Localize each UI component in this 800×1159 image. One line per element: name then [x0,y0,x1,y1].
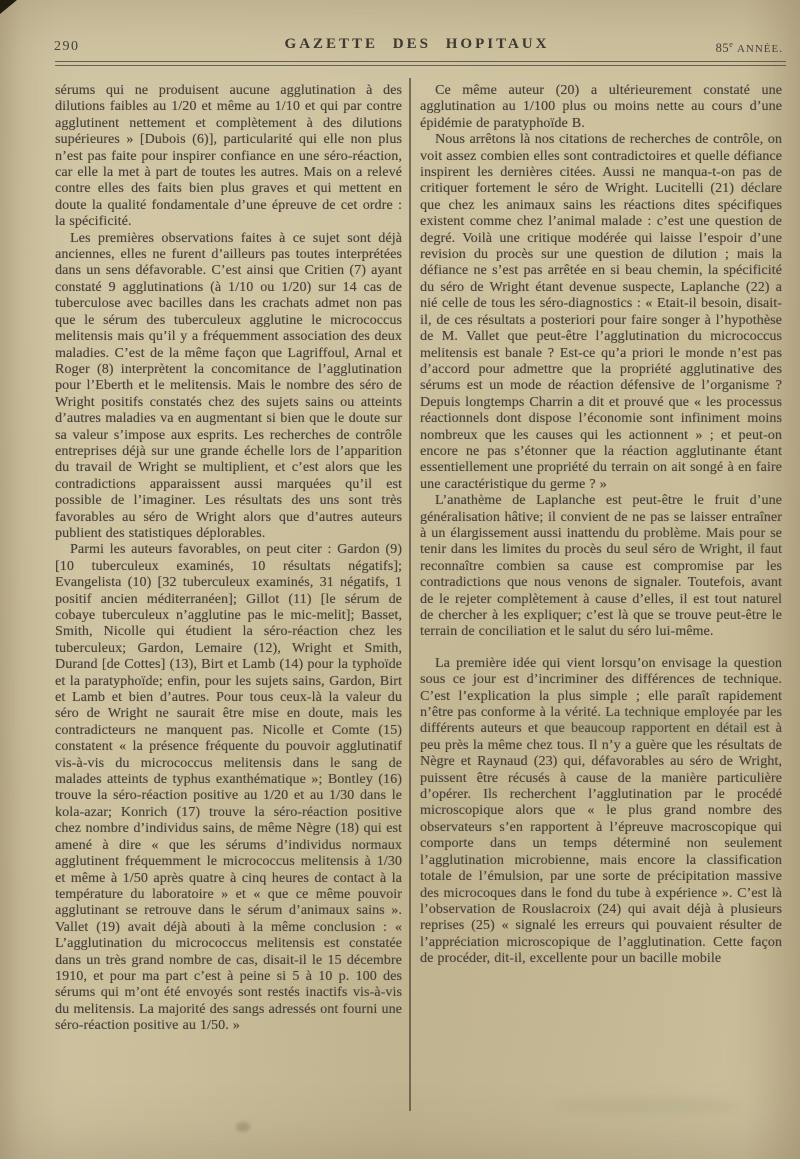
paper-speck-artifact [236,1122,250,1132]
paragraph: sérums qui ne produisent aucune agglutination à des dilutions faibles au 1/20 et même au 1/10 et qui par contre agglutinent nettement et complètement à des dilutions supérieures » [Dubois (6)], particularité qui elle non plus n’est pas faite pour inspirer confiance en une séro-réaction, car elle la met à part de toutes les autres. Mais on a relevé contre elles des faits bien plus graves et qui mettent en doute la qualité fondamentale d’une épreuve de cet ordre : la spécificité. [55,83,402,230]
edition-superscript: e [729,39,734,49]
page-number: 290 [54,39,80,54]
paragraph: L’anathème de Laplanche est peut-être le fruit d’une généralisation hâtive; il convient de ne pas se laisser entraîner à un élargissement aussi inattendu du problème. Mais pour se tenir dans les limites du procès du seul séro de Wright, il faut reconnaître combien sa cause est compromise par les contradictions que nous venons de signaler. Toutefois, avant de le rejeter complètement à cause d’elles, il est tout naturel de chercher à les expliquer; c’est là que se trouve peut-être le terrain de conciliation et le salut du séro lui-même. [420,493,782,640]
paragraph: Nous arrêtons là nos citations de recherches de contrôle, on voit assez combien elles sont contradictoires et quelle défiance inspirent les dernières citées. Aussi ne manqua-t-on pas de critiquer fortement le séro de Wright. Lucitelli (21) déclare que chez les animaux sains les réactions dites spécifiques existent comme chez l’animal malade : c’est une question de degré. Voilà une critique modérée qui laisse l’espoir d’une revision du procès sur une question de dilution ; mais la défiance ne s’est pas arrêtée en si beau chemin, la spécificité du séro de Wright étant devenue suspecte, Laplanche (22) a nié celle de tous les séro-diagnostics : « Etait-il besoin, disait-il, de ces résultats a posteriori pour faire songer à l’hypothèse de M. Vallet que peut-être l’agglutination du micrococcus melitensis est banale ? Est-ce qu’a priori le monde n’est pas d’accord pour admettre que la propriété agglutinative des sérums est un mode de réaction défensive de l’organisme ? Depuis longtemps Charrin a dit et prouvé que « les processus réactionnels dont dispose l’économie sont infiniment moins nombreux que les causes qui les actionnent » ; et peut-on encore ne pas s’étonner que la réaction agglutinante étant essentiellement une propriété du terrain on ait songé à en faire une caractéristique du germe ? » [420,132,782,492]
edition-label [716,39,783,56]
column-divider-rule [409,78,411,1111]
left-column [55,83,402,1035]
paragraph: Parmi les auteurs favorables, on peut citer : Gardon (9) [10 tuberculeux examinés, 10 résultats négatifs]; Evangelista (10) [32 tuberculeux examinés, 31 négatifs, 1 positif ancien méditerranéen]; Gillot (11) [le sérum de cobaye tuberculeux n’agglutine pas le mic-melit]; Basset, Smith, Nicolle qui étudient la séro-réaction chez les tuberculeux; Gardon, Lemaire (12), Wright et Smith, Durand [de Cottes] (13), Birt et Lamb (14) pour la typhoïde et la paratyphoïde; enfin, pour les sujets sains, Gardon, Birt et Lamb et bien d’autres. Pour tous ceux-là la valeur du séro de Wright ne saurait être mise en doute, mais les contradicteurs ne manquent pas. Nicolle et Comte (15) constatent « la présence fréquente du pouvoir agglutinatif vis-à-vis du micrococcus melitensis dans le sang de malades atteints de typhus exanthématique »; Bontley (16) trouve la séro-réaction positive au 1/20 et au 1/30 dans le kola-azar; Konrich (17) trouve la séro-réaction positive chez nombre d’individus sains, de même Nègre (18) qui est amené à dire « que les sérums d’individus normaux agglutinent fréquemment le micrococcus melitensis à 1/30 et même à 1/50 après quatre à cinq heures de contact à la température du laboratoire » et « que ce même pouvoir agglutinant se retrouve dans le sérum d’animaux sains ». Vallet (19) avait déjà abouti à la même conclusion : « L’agglutination du micrococcus melitensis est constatée dans un très grand nombre de cas, disait-il le 15 décembre 1910, et pour ma part c’est à peine si 5 à 10 p. 100 des sérums qui m’ont été envoyés sont restés inactifs vis-à-vis du melitensis. La majorité des sangs adressés ont fourni une séro-réaction positive au 1/50. » [55,542,402,1034]
paragraph: Les premières observations faites à ce sujet sont déjà anciennes, elles ne furent d’ailleurs pas toutes interprétées dans un sens défavorable. C’est ainsi que Critien (7) ayant constaté 9 agglutinations (à 1/10 ou 1/20) sur 14 cas de tuberculose avec bacilles dans les crachats admet non pas que le sérum des tuberculeux agglutine le micrococcus melitensis mais qu’il y a fréquemment association des deux maladies. C’est de la même façon que Lagriffoul, Arnal et Roger (8) interprètent la concomitance de l’agglutination pour l’Eberth et le melitensis. Mais le nombre des séro de Wright positifs constatés chez des sujets sains ou atteints d’autres maladies va en augmentant si bien que le doute sur sa valeur s’impose aux esprits. Les recherches de contrôle entreprises déjà sur une grande échelle lors de l’apparition du travail de Wright se multiplient, et c’est alors que les contradictions apparaissent aussi marquées qu’il est possible de l’imaginer. Les résultats des uns sont très favorables au séro de Wright alors que d’autres auteurs publient des statistiques déplorables. [55,230,402,541]
edition-number: 85 [715,41,730,56]
ink-showthrough-artifact [555,1098,740,1114]
journal-title: GAZETTE DES HOPITAUX [284,36,550,52]
scan-corner-artifact [0,0,17,14]
paragraph: La première idée qui vient lorsqu’on envisage la question sous ce jour est d’incriminer des différences de technique. C’est l’explication la plus simple ; elle paraît rapidement n’être pas conforme à la vérité. La technique employée par les différents auteurs et que beaucoup rapportent en détail est à peu près la même chez tous. Il n’y a guère que les résultats de Nègre et Raynaud (23) qui, défavorables au séro de Wright, puissent être récusés à cause de la manière particulière d’opérer. Ils recherchent l’agglutination par le procédé microscopique alors que « le plus grand nombre des observateurs s’en rapportent à l’épreuve macroscopique qui comporte dans un temps déterminé non seulement l’agglutination microbienne, mais encore la classification totale de l’émulsion, par une sorte de précipitation massive des microcoques dans le fond du tube à expérience ». C’est là l’observation de Rouslacroix (24) qui avait déjà à plusieurs reprises (25) « signalé les erreurs qui pouvaient résulter de l’appréciation microscopique de l’agglutination. Cette façon de procéder, dit-il, excellente pour un bacille mobile [420,655,782,967]
header-double-rule [55,61,786,66]
paragraph: Ce même auteur (20) a ultérieurement constaté une agglutination au 1/100 plus ou moins nette au cours d’une épidémie de paratyphoïde B. [420,83,782,131]
right-column [420,83,782,968]
edition-text: ANNÉE. [736,43,783,56]
